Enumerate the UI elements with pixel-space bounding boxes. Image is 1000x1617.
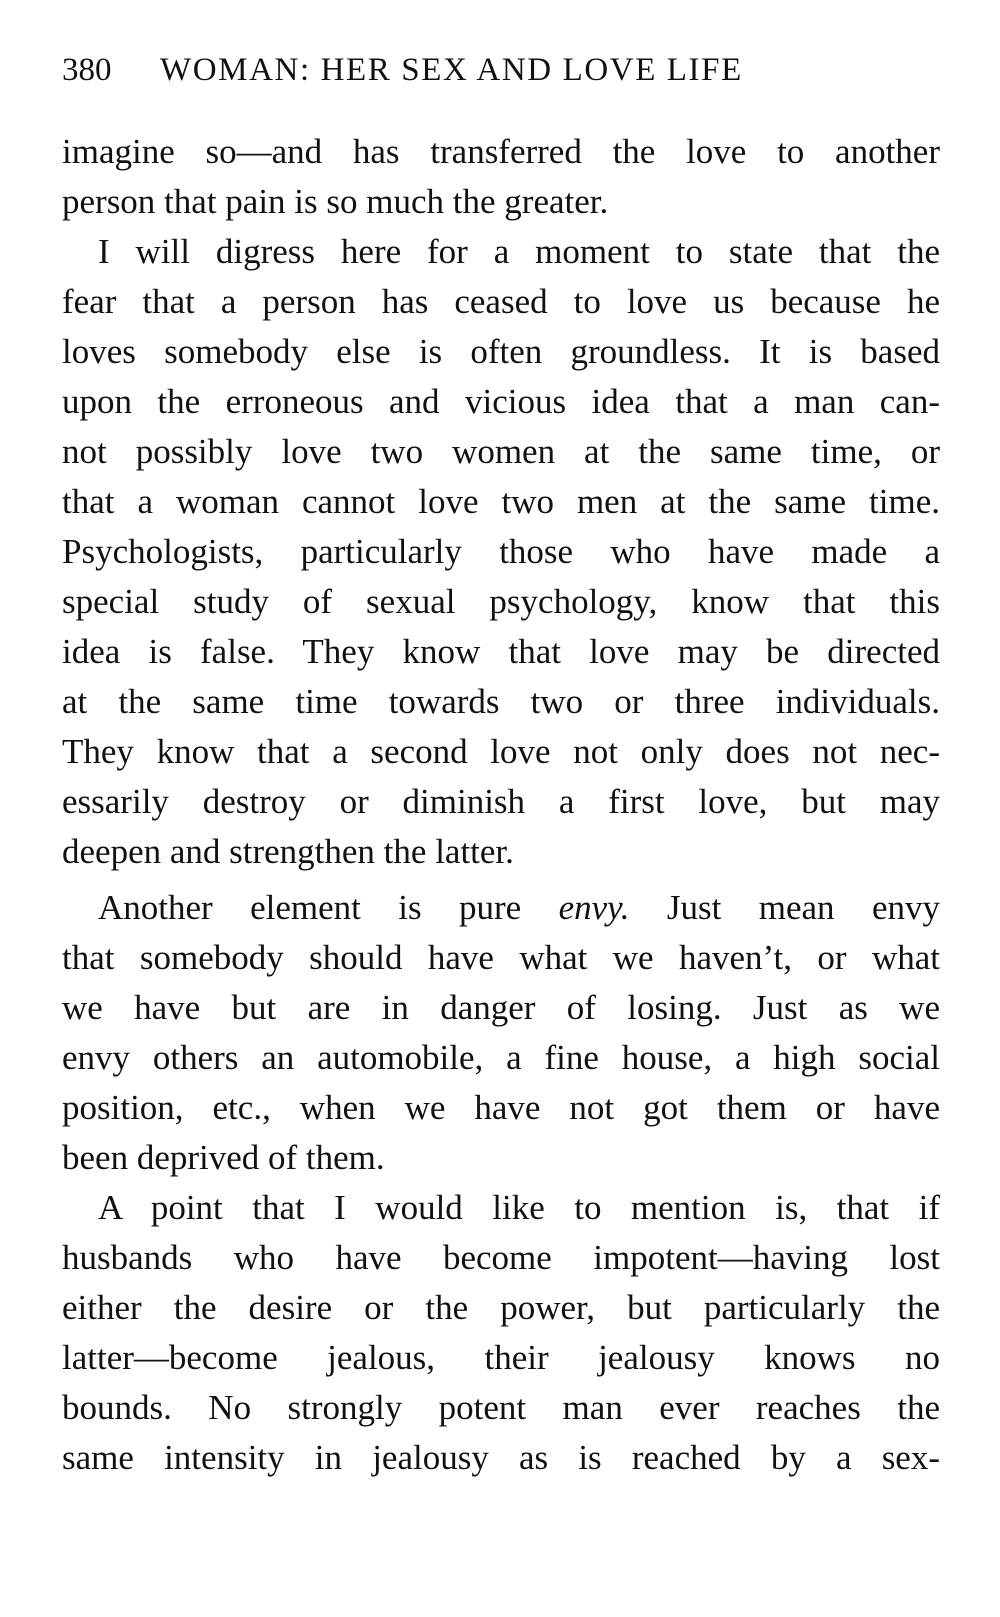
page-number: 380: [62, 52, 112, 88]
text-line: husbands who have become impotent—having lost: [62, 1238, 940, 1277]
text-line: Psychologists, particularly those who have made a: [62, 532, 940, 571]
text-line: envy others an automobile, a fine house, a high social: [62, 1038, 940, 1077]
italic-word: envy.: [558, 888, 630, 927]
text-line: same intensity in jealousy as is reached by a sex-: [62, 1438, 940, 1477]
text-line: idea is false. They know that love may be directed: [62, 632, 940, 671]
running-header: [62, 52, 888, 96]
text-line: bounds. No strongly potent man ever reaches the: [62, 1388, 940, 1427]
text-line: I will digress here for a moment to state that the: [98, 232, 940, 271]
text-line: deepen and strengthen the latter.: [62, 832, 514, 871]
text-line: They know that a second love not only does not nec-: [62, 732, 940, 771]
text-line: fear that a person has ceased to love us because he: [62, 282, 940, 321]
text-line: that somebody should have what we haven’t, or what: [62, 938, 940, 977]
text-line: we have but are in danger of losing. Just as we: [62, 988, 940, 1027]
text-segment: Another element is pure: [98, 888, 559, 927]
text-line: A point that I would like to mention is, that if: [98, 1188, 940, 1227]
text-line: upon the erroneous and vicious idea that a man can-: [62, 382, 940, 421]
text-line: special study of sexual psychology, know that this: [62, 582, 940, 621]
text-line: latter—become jealous, their jealousy knows no: [62, 1338, 940, 1377]
text-line: essarily destroy or diminish a first love, but may: [62, 782, 940, 821]
text-line: position, etc., when we have not got them or have: [62, 1088, 940, 1127]
text-segment: Just mean envy: [629, 888, 940, 927]
text-line: that a woman cannot love two men at the same time.: [62, 482, 940, 521]
text-line: imagine so—and has transferred the love to another: [62, 132, 940, 171]
text-line: at the same time towards two or three individuals.: [62, 682, 940, 721]
text-line: either the desire or the power, but particularly the: [62, 1288, 940, 1327]
text-line: person that pain is so much the greater.: [62, 182, 609, 221]
running-title: WOMAN: HER SEX AND LOVE LIFE: [160, 52, 743, 88]
text-line: [98, 883, 940, 933]
text-line: not possibly love two women at the same time, or: [62, 432, 940, 471]
text-line: loves somebody else is often groundless. It is based: [62, 332, 940, 371]
text-line: been deprived of them.: [62, 1138, 385, 1177]
